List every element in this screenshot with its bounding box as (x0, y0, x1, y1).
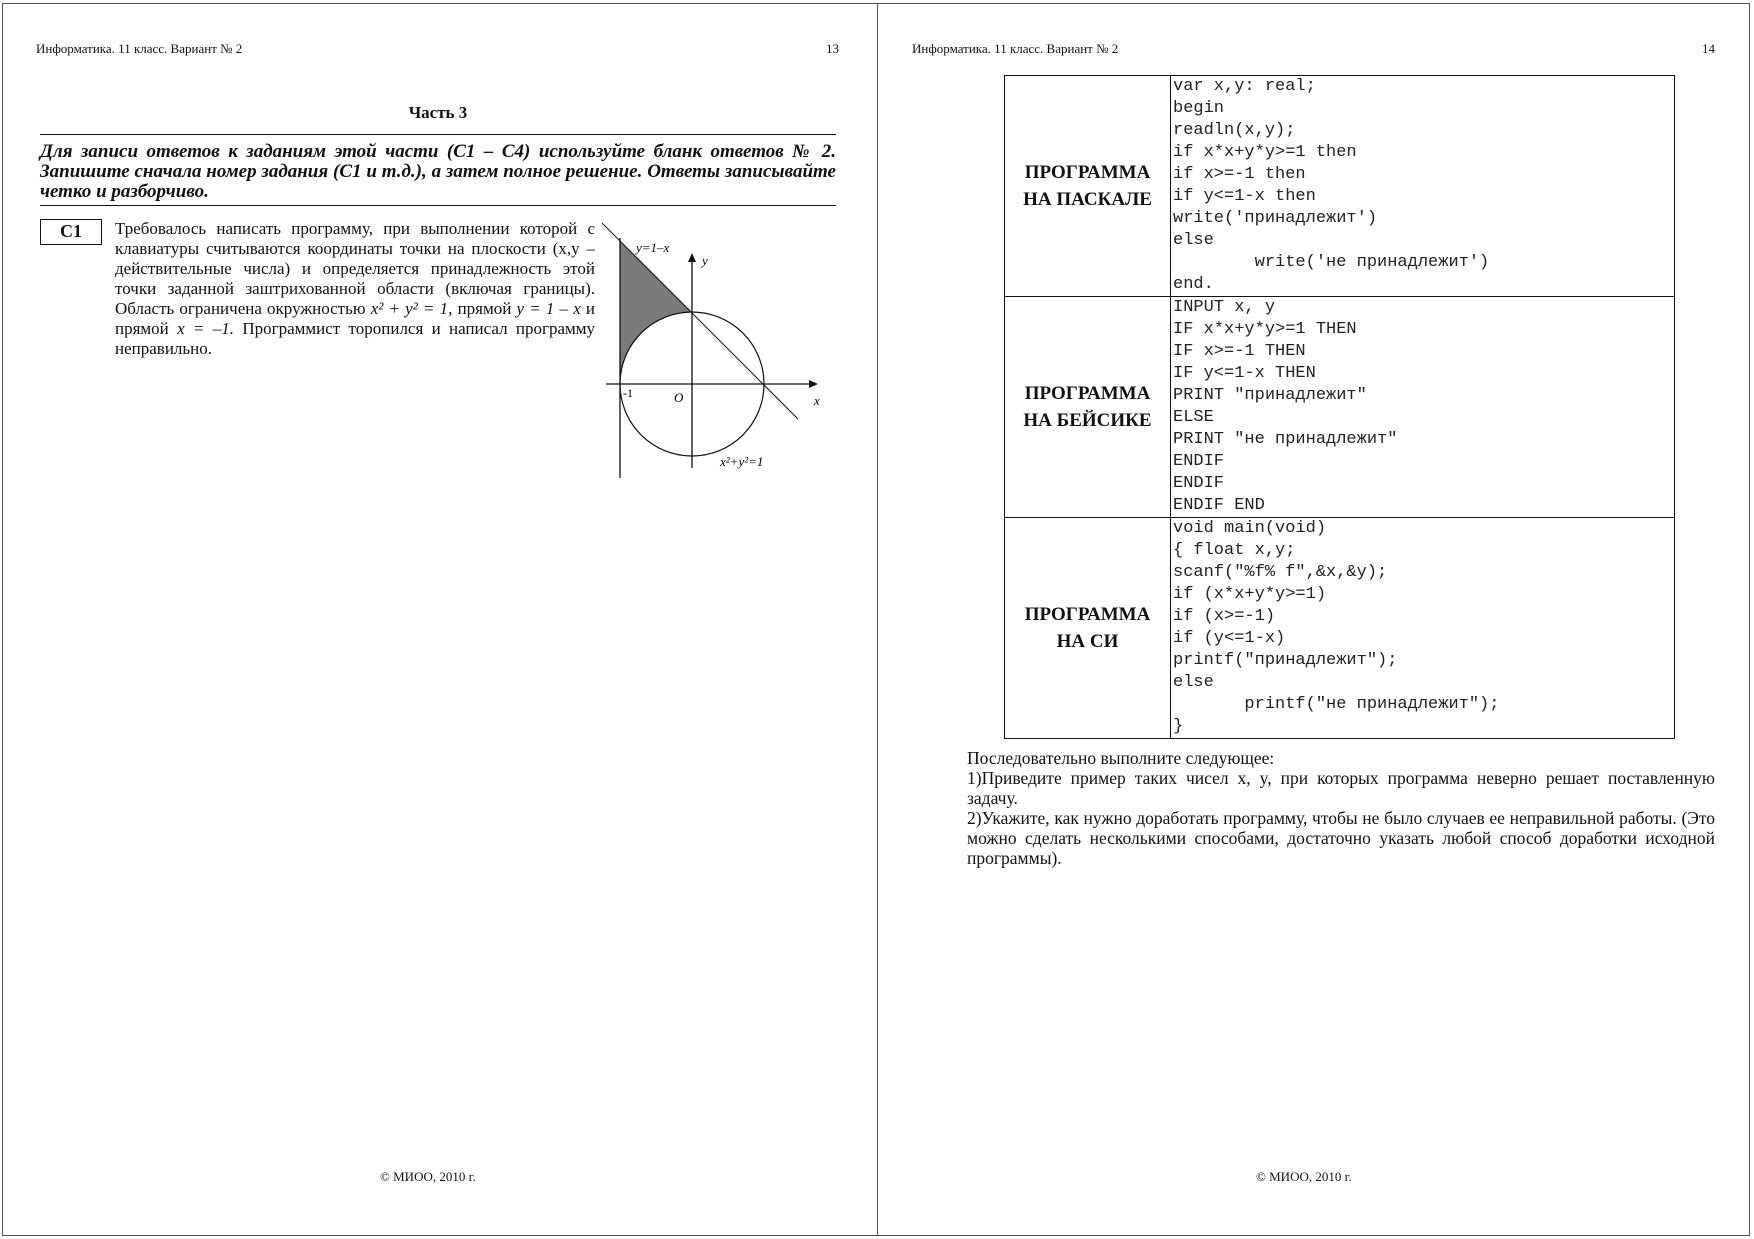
sequence-item-1: 1)Приведите пример таких чисел x, y, при которых программа неверно решает поставленную задачу. (967, 768, 1715, 808)
program-label-line2: НА БЕЙСИКЕ (1023, 410, 1152, 431)
program-row-c (1005, 518, 1675, 739)
code-line: write('не принадлежит') (1173, 253, 1490, 272)
code-line: ENDIF (1173, 474, 1225, 493)
code-line: if (y<=1-x) (1173, 629, 1286, 648)
code-line: printf("не принадлежит"); (1173, 695, 1500, 714)
code-line: ELSE (1173, 408, 1214, 427)
sequence-block (967, 748, 1715, 868)
program-code-pascal (1171, 76, 1675, 297)
code-line: void main(void) (1173, 519, 1327, 538)
page-divider (877, 3, 878, 1236)
program-label-line2: НА СИ (1056, 631, 1119, 652)
task-text (115, 219, 595, 359)
code-line: scanf("%f% f",&x,&y); (1173, 563, 1388, 582)
task-body: Требовалось написать программу, при выполнении которой с клавиатуры считываются координаты точки на плоскости (x,y – действительные числа) и определяется принадлежность этой точки заданной заштрихованной области (включая границы). Область ограничена окружностью (115, 219, 595, 318)
line1-equation: y = 1 – x (516, 299, 581, 318)
minus-one-label: -1 (623, 386, 633, 400)
code-line: else (1173, 231, 1214, 250)
right-header-title: Информатика. 11 класс. Вариант № 2 (912, 41, 1119, 56)
code-line: INPUT x, y (1173, 298, 1276, 317)
code-line: { float x,y; (1173, 541, 1296, 560)
part-title: Часть 3 (408, 103, 468, 122)
code-line: if (x>=-1) (1173, 607, 1276, 626)
region-graph (598, 220, 838, 482)
x-axis-label: x (814, 393, 820, 408)
bottom-rule (40, 205, 836, 206)
y-axis-arrow (688, 253, 696, 262)
left-page-number: 13 (826, 41, 839, 56)
right-footer: © МИОО, 2010 г. (1256, 1169, 1352, 1184)
circle-label: x²+y²=1 (720, 454, 764, 469)
program-label-line2: НА ПАСКАЛЕ (1023, 189, 1152, 210)
instructions: Для записи ответов к заданиям этой части (С1 – С4) используйте бланк ответов № 2. Запишите сначала номер задания (С1 и т.д.), а затем полное решение. Ответы записывайте четко и разборчиво. (40, 141, 836, 202)
code-line: IF x>=-1 THEN (1173, 342, 1306, 361)
program-label-basic (1005, 297, 1171, 518)
task-ending: Программист торопился и написал программу неправильно. (115, 319, 596, 358)
left-footer: © МИОО, 2010 г. (380, 1169, 476, 1184)
origin-label: O (674, 390, 684, 405)
program-code-basic (1171, 297, 1675, 518)
code-line: ENDIF (1173, 452, 1225, 471)
code-line: readln(x,y); (1173, 121, 1296, 140)
code-line: if y<=1-x then (1173, 187, 1316, 206)
program-label-pascal (1005, 76, 1171, 297)
left-header-title: Информатика. 11 класс. Вариант № 2 (36, 41, 243, 56)
code-line: ENDIF END (1173, 496, 1265, 515)
sequence-item-2: 2)Укажите, как нужно доработать программу, чтобы не было случаев ее неправильной работы. (Это можно сделать несколькими способами, достаточно указать любой способ доработки исходной программы). (967, 808, 1715, 868)
programs-table (1004, 75, 1675, 739)
code-line: else (1173, 673, 1214, 692)
code-line: begin (1173, 99, 1225, 118)
y-axis-label: y (702, 253, 708, 268)
program-label-line1: ПРОГРАММА (1024, 162, 1151, 183)
top-rule (40, 134, 836, 135)
code-line: write('принадлежит') (1173, 209, 1378, 228)
code-line: } (1173, 717, 1184, 736)
code-line: printf("принадлежит"); (1173, 651, 1398, 670)
code-line: PRINT "не принадлежит" (1173, 430, 1398, 449)
code-line: if x*x+y*y>=1 then (1173, 143, 1357, 162)
code-line: end. (1173, 275, 1214, 294)
line-prefix: прямой (457, 299, 512, 318)
program-label-line1: ПРОГРАММА (1024, 604, 1151, 625)
circle-equation: x² + y² = 1, (370, 299, 453, 318)
x-axis-arrow (809, 380, 818, 388)
program-row-pascal (1005, 76, 1675, 297)
code-line: IF y<=1-x THEN (1173, 364, 1316, 383)
sequence-title: Последовательно выполните следующее: (967, 748, 1275, 768)
program-row-basic (1005, 297, 1675, 518)
line-label: y=1–x (636, 240, 670, 255)
program-label-c (1005, 518, 1171, 739)
line2-equation: x = –1. (177, 319, 235, 338)
program-label-line1: ПРОГРАММА (1024, 383, 1151, 404)
connector: и прямой (115, 299, 596, 338)
program-code-c (1171, 518, 1675, 739)
task-label: C1 (40, 219, 102, 245)
right-page-number: 14 (1702, 41, 1715, 56)
code-line: PRINT "принадлежит" (1173, 386, 1367, 405)
code-line: var x,y: real; (1173, 77, 1316, 96)
code-line: IF x*x+y*y>=1 THEN (1173, 320, 1357, 339)
code-line: if (x*x+y*y>=1) (1173, 585, 1327, 604)
code-line: if x>=-1 then (1173, 165, 1306, 184)
